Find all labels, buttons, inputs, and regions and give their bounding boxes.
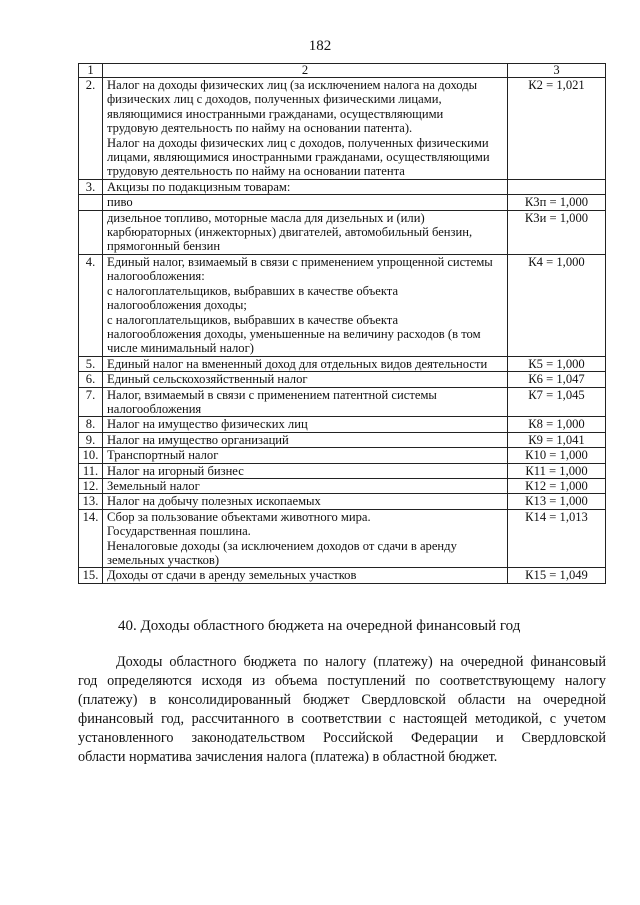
description-line: Акцизы по подакцизным товарам: (107, 179, 291, 194)
table-row (79, 417, 606, 432)
row-coefficient: К11 = 1,000 (508, 463, 606, 478)
description-line: налогообложения доходы; (107, 298, 247, 313)
row-description (103, 78, 508, 180)
row-description (103, 494, 508, 509)
table-row (79, 432, 606, 447)
row-description (103, 568, 508, 583)
description-line: трудовую деятельность по найму на основании патента). (107, 121, 413, 136)
header-cell-2: 2 (103, 64, 508, 78)
paragraph-line: (платежу) в консолидированный бюджет Свердловской области на очередной (78, 692, 606, 708)
description-line: Доходы от сдачи в аренду земельных участков (107, 568, 357, 583)
description-line: Транспортный налог (107, 448, 219, 463)
row-number: 7. (79, 387, 103, 417)
row-coefficient: К7 = 1,045 (508, 387, 606, 417)
description-line: прямогонный бензин (107, 239, 221, 254)
row-description (103, 372, 508, 387)
description-line: налогообложения (107, 401, 202, 416)
description-line: Налог на имущество физических лиц (107, 417, 308, 432)
description-line: налогообложения: (107, 269, 205, 284)
description-line: Земельный налог (107, 478, 200, 493)
description-line: пиво (107, 195, 133, 210)
table-row (79, 195, 606, 210)
row-number: 2. (79, 78, 103, 180)
row-number: 13. (79, 494, 103, 509)
row-description (103, 356, 508, 371)
header-cell-3: 3 (508, 64, 606, 78)
table-row (79, 448, 606, 463)
description-line: Сбор за пользование объектами животного мира. (107, 509, 371, 524)
paragraph-line: области норматива зачисления налога (платежа) в областной бюджет. (78, 749, 498, 765)
row-coefficient: К6 = 1,047 (508, 372, 606, 387)
description-line: являющимися иностранными гражданами, осуществляющими (107, 106, 444, 121)
row-coefficient: К10 = 1,000 (508, 448, 606, 463)
description-line: Единый налог на вмененный доход для отдельных видов деятельности (107, 356, 488, 371)
description-line: Налог, взимаемый в связи с применением патентной системы (107, 387, 437, 402)
row-coefficient: К9 = 1,041 (508, 432, 606, 447)
description-line: лицами, являющимися иностранными гражданами, осуществляющими (107, 150, 490, 165)
description-line: Налог на игорный бизнес (107, 463, 244, 478)
row-description (103, 448, 508, 463)
paragraph-line: Доходы областного бюджета по налогу (платежу) на очередной финансовый (116, 654, 606, 670)
table-row (79, 494, 606, 509)
row-coefficient: К2 = 1,021 (508, 78, 606, 180)
description-line: налогообложения доходы, уменьшенные на величину расходов (в том (107, 326, 481, 341)
description-line: физических лиц с доходов, полученных физическими лицами, (107, 92, 442, 107)
row-description (103, 387, 508, 417)
row-number: 14. (79, 509, 103, 568)
row-number: 9. (79, 432, 103, 447)
coefficients-table (78, 63, 606, 584)
row-description (103, 432, 508, 447)
description-line: числе минимальный налог) (107, 341, 254, 356)
row-coefficient: К4 = 1,000 (508, 254, 606, 356)
row-description (103, 509, 508, 568)
row-number: 11. (79, 463, 103, 478)
description-line: Единый налог, взимаемый в связи с применением упрощенной системы (107, 254, 493, 269)
row-number: 4. (79, 254, 103, 356)
description-line: Налог на имущество организаций (107, 432, 289, 447)
description-line: трудовую деятельность по найму на основании патента (107, 164, 405, 179)
section-heading: 40. Доходы областного бюджета на очередной финансовый год (118, 618, 521, 634)
row-number (79, 195, 103, 210)
table-row (79, 568, 606, 583)
table-row (79, 478, 606, 493)
paragraph-line: установленного законодательством Российской Федерации и Свердловской (78, 730, 606, 746)
row-number: 5. (79, 356, 103, 371)
row-description (103, 195, 508, 210)
paragraph-line: финансовый год, рассчитанного в соответствии с настоящей методикой, с учетом (78, 711, 606, 727)
row-coefficient: К14 = 1,013 (508, 509, 606, 568)
row-description (103, 254, 508, 356)
row-description (103, 210, 508, 254)
row-number: 6. (79, 372, 103, 387)
row-coefficient: К3и = 1,000 (508, 210, 606, 254)
row-coefficient (508, 179, 606, 194)
description-line: дизельное топливо, моторные масла для дизельных и (или) (107, 210, 425, 225)
row-description (103, 179, 508, 194)
table-row (79, 509, 606, 568)
row-number: 8. (79, 417, 103, 432)
table-row (79, 78, 606, 180)
description-line: Налог на добычу полезных ископаемых (107, 494, 321, 509)
page-number: 182 (308, 38, 332, 54)
description-line: Единый сельскохозяйственный налог (107, 372, 308, 387)
table-row (79, 387, 606, 417)
row-description (103, 463, 508, 478)
table-header-row (79, 64, 606, 78)
description-line: с налогоплательщиков, выбравших в качестве объекта (107, 312, 399, 327)
description-line: с налогоплательщиков, выбравших в качестве объекта (107, 283, 399, 298)
description-line: земельных участков) (107, 553, 220, 567)
table-row (79, 372, 606, 387)
table-row (79, 254, 606, 356)
row-description (103, 478, 508, 493)
description-line: Налог на доходы физических лиц с доходов, полученных физическими (107, 135, 489, 150)
row-number: 3. (79, 179, 103, 194)
row-number: 15. (79, 568, 103, 583)
row-coefficient: К5 = 1,000 (508, 356, 606, 371)
table-row (79, 463, 606, 478)
row-description (103, 417, 508, 432)
description-line: Налог на доходы физических лиц (за исключением налога на доходы (107, 78, 478, 92)
body-paragraph (78, 653, 606, 767)
row-coefficient: К8 = 1,000 (508, 417, 606, 432)
row-coefficient: К15 = 1,049 (508, 568, 606, 583)
description-line: Неналоговые доходы (за исключением доходов от сдачи в аренду (107, 538, 457, 553)
description-line: карбюраторных (инжекторных) двигателей, автомобильный бензин, (107, 225, 473, 240)
row-coefficient: К12 = 1,000 (508, 478, 606, 493)
table-row (79, 210, 606, 254)
table-row (79, 179, 606, 194)
row-number: 12. (79, 478, 103, 493)
header-cell-1: 1 (79, 64, 103, 78)
paragraph-line: год определяются исходя из объема поступлений по соответствующему налогу (78, 673, 606, 689)
row-number (79, 210, 103, 254)
description-line: Государственная пошлина. (107, 524, 251, 539)
row-number: 10. (79, 448, 103, 463)
row-coefficient: К3п = 1,000 (508, 195, 606, 210)
table-row (79, 356, 606, 371)
row-coefficient: К13 = 1,000 (508, 494, 606, 509)
